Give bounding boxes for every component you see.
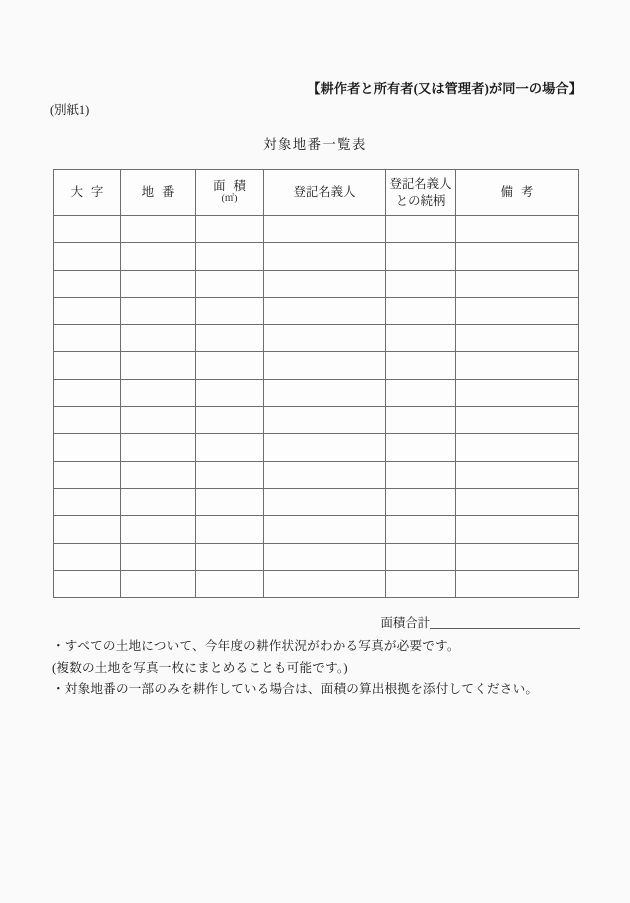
table-cell-chiban[interactable] [121, 352, 196, 379]
table-row [54, 461, 579, 488]
column-header-biko-label: 備考 [500, 185, 542, 200]
table-row [54, 543, 579, 570]
table-cell-meigi[interactable] [264, 543, 386, 570]
table-cell-biko[interactable] [456, 297, 579, 324]
area-total-input[interactable] [430, 614, 580, 629]
condition-header: 【耕作者と所有者(又は管理者)が同一の場合】 [307, 81, 582, 96]
table-row [54, 243, 579, 270]
table-cell-oaza[interactable] [54, 297, 121, 324]
table-cell-biko[interactable] [456, 461, 579, 488]
table-cell-biko[interactable] [456, 325, 579, 352]
table-cell-oaza[interactable] [54, 270, 121, 297]
table-row [54, 297, 579, 324]
table-cell-meigi[interactable] [264, 488, 386, 515]
column-header-zokugara [386, 170, 456, 216]
table-cell-meigi[interactable] [264, 407, 386, 434]
table-cell-zokugara[interactable] [386, 379, 456, 406]
column-header-oaza [54, 170, 121, 216]
table-cell-biko[interactable] [456, 488, 579, 515]
table-cell-menseki[interactable] [196, 516, 264, 543]
table-header-row [54, 170, 579, 216]
table-cell-chiban[interactable] [121, 379, 196, 406]
table-cell-biko[interactable] [456, 543, 579, 570]
table-cell-menseki[interactable] [196, 570, 264, 597]
table-cell-oaza[interactable] [54, 216, 121, 243]
table-cell-zokugara[interactable] [386, 461, 456, 488]
parcel-table-header [54, 170, 579, 216]
table-cell-menseki[interactable] [196, 243, 264, 270]
table-cell-oaza[interactable] [54, 488, 121, 515]
table-cell-zokugara[interactable] [386, 488, 456, 515]
table-cell-meigi[interactable] [264, 434, 386, 461]
table-row [54, 434, 579, 461]
column-header-menseki-label: 面積 [213, 178, 254, 193]
table-cell-oaza[interactable] [54, 434, 121, 461]
column-header-oaza-label: 大字 [70, 185, 112, 200]
column-header-chiban [121, 170, 196, 216]
note-line: ・対象地番の一部のみを耕作している場合は、面積の算出根拠を添付してください。 [52, 682, 539, 696]
table-cell-meigi[interactable] [264, 297, 386, 324]
note-line: ・すべての土地について、今年度の耕作状況がわかる写真が必要です。 [52, 639, 460, 653]
table-cell-menseki[interactable] [196, 543, 264, 570]
table-cell-meigi[interactable] [264, 352, 386, 379]
table-cell-menseki[interactable] [196, 297, 264, 324]
table-cell-menseki[interactable] [196, 407, 264, 434]
table-cell-meigi[interactable] [264, 461, 386, 488]
page-title: 対象地番一覧表 [263, 137, 367, 152]
table-row [54, 216, 579, 243]
table-cell-chiban[interactable] [121, 270, 196, 297]
table-cell-meigi[interactable] [264, 570, 386, 597]
table-cell-biko[interactable] [456, 216, 579, 243]
table-cell-chiban[interactable] [121, 461, 196, 488]
table-cell-oaza[interactable] [54, 570, 121, 597]
table-cell-meigi[interactable] [264, 379, 386, 406]
table-row [54, 352, 579, 379]
area-total-group [380, 613, 580, 631]
table-cell-chiban[interactable] [121, 434, 196, 461]
table-cell-meigi[interactable] [264, 243, 386, 270]
table-cell-zokugara[interactable] [386, 407, 456, 434]
table-cell-menseki[interactable] [196, 352, 264, 379]
table-row [54, 325, 579, 352]
table-cell-biko[interactable] [456, 352, 579, 379]
table-row [54, 407, 579, 434]
table-cell-meigi[interactable] [264, 516, 386, 543]
parcel-table [53, 169, 579, 598]
notes-section [52, 636, 592, 701]
table-cell-biko[interactable] [456, 516, 579, 543]
attachment-label: (別紙1) [50, 103, 90, 117]
table-cell-menseki[interactable] [196, 434, 264, 461]
table-cell-chiban[interactable] [121, 570, 196, 597]
column-header-menseki [196, 170, 264, 216]
table-cell-biko[interactable] [456, 407, 579, 434]
table-cell-chiban[interactable] [121, 325, 196, 352]
table-cell-zokugara[interactable] [386, 516, 456, 543]
table-cell-meigi[interactable] [264, 216, 386, 243]
table-row [54, 270, 579, 297]
table-cell-oaza[interactable] [54, 352, 121, 379]
table-cell-zokugara[interactable] [386, 325, 456, 352]
table-cell-meigi[interactable] [264, 270, 386, 297]
table-cell-biko[interactable] [456, 379, 579, 406]
table-cell-meigi[interactable] [264, 325, 386, 352]
table-cell-chiban[interactable] [121, 488, 196, 515]
table-cell-menseki[interactable] [196, 270, 264, 297]
parcel-table-container [53, 169, 578, 598]
table-cell-chiban[interactable] [121, 243, 196, 270]
note-line: (複数の土地を写真一枚にまとめることも可能です。) [52, 660, 348, 675]
table-cell-menseki[interactable] [196, 379, 264, 406]
table-cell-zokugara[interactable] [386, 297, 456, 324]
table-row [54, 379, 579, 406]
table-cell-chiban[interactable] [121, 407, 196, 434]
column-header-meigi-label: 登記名義人 [293, 185, 356, 200]
table-cell-chiban[interactable] [121, 543, 196, 570]
table-cell-oaza[interactable] [54, 407, 121, 434]
table-cell-zokugara[interactable] [386, 243, 456, 270]
area-total-row [0, 613, 630, 631]
table-row [54, 488, 579, 515]
column-header-biko [456, 170, 579, 216]
table-cell-zokugara[interactable] [386, 434, 456, 461]
table-row [54, 570, 579, 597]
table-cell-oaza[interactable] [54, 461, 121, 488]
table-cell-oaza[interactable] [54, 379, 121, 406]
table-cell-oaza[interactable] [54, 543, 121, 570]
table-cell-menseki[interactable] [196, 461, 264, 488]
table-row [54, 516, 579, 543]
area-total-label: 面積合計 [380, 616, 430, 630]
table-cell-chiban[interactable] [121, 297, 196, 324]
table-cell-chiban[interactable] [121, 216, 196, 243]
column-header-menseki-unit: (㎡) [221, 194, 238, 205]
parcel-table-body [54, 216, 579, 598]
table-cell-oaza[interactable] [54, 325, 121, 352]
table-cell-zokugara[interactable] [386, 352, 456, 379]
table-cell-oaza[interactable] [54, 516, 121, 543]
table-cell-zokugara[interactable] [386, 270, 456, 297]
table-cell-oaza[interactable] [54, 243, 121, 270]
table-cell-chiban[interactable] [121, 516, 196, 543]
column-header-zokugara-label-line1: 登記名義人 [389, 177, 452, 192]
table-cell-biko[interactable] [456, 270, 579, 297]
table-cell-menseki[interactable] [196, 488, 264, 515]
table-cell-biko[interactable] [456, 243, 579, 270]
column-header-meigi [264, 170, 386, 216]
table-cell-biko[interactable] [456, 570, 579, 597]
table-cell-menseki[interactable] [196, 216, 264, 243]
table-cell-zokugara[interactable] [386, 216, 456, 243]
table-cell-zokugara[interactable] [386, 570, 456, 597]
column-header-zokugara-label-line2: との続柄 [395, 193, 446, 208]
column-header-chiban-label: 地番 [141, 185, 183, 200]
table-cell-biko[interactable] [456, 434, 579, 461]
table-cell-zokugara[interactable] [386, 543, 456, 570]
table-cell-menseki[interactable] [196, 325, 264, 352]
